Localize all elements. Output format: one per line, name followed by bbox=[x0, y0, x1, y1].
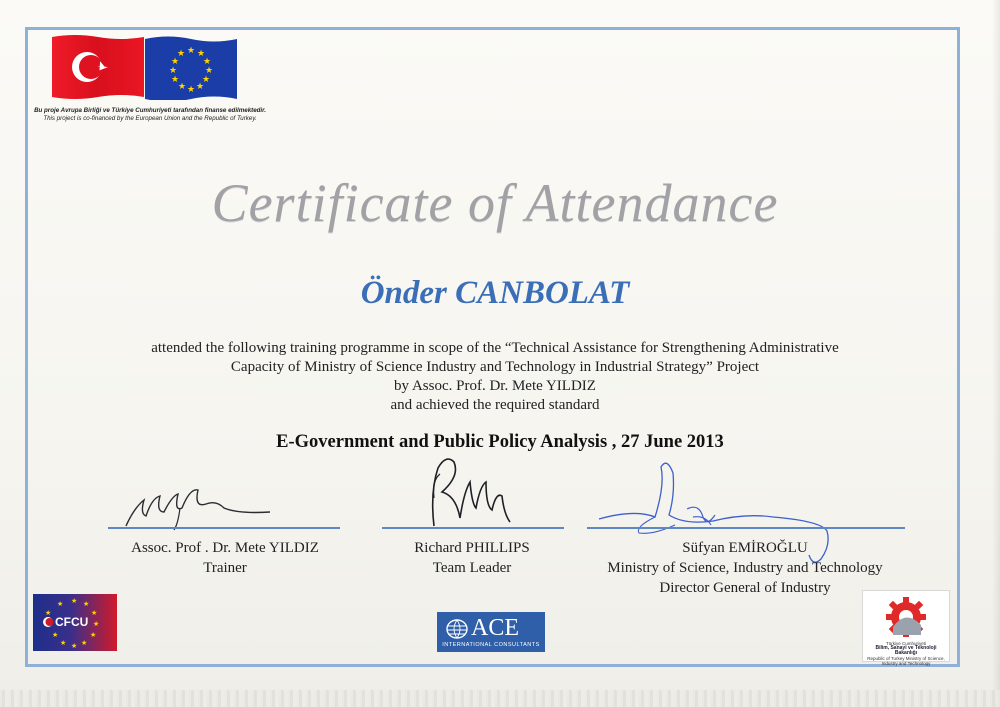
signature-line-trainer bbox=[108, 527, 340, 529]
svg-text:★: ★ bbox=[71, 642, 78, 650]
svg-text:★: ★ bbox=[205, 66, 214, 76]
cofinancing-note-en: This project is co-financed by the European Union and the Republic of Turkey. bbox=[43, 114, 257, 122]
body-line: and achieved the required standard bbox=[390, 397, 600, 413]
svg-text:★: ★ bbox=[169, 66, 178, 76]
svg-text:★: ★ bbox=[171, 57, 180, 67]
signature-team-leader bbox=[420, 452, 520, 532]
svg-text:★: ★ bbox=[178, 82, 187, 92]
funding-flags bbox=[52, 33, 237, 105]
svg-text:★: ★ bbox=[90, 631, 97, 639]
ministry-logo bbox=[862, 590, 950, 666]
signatory-trainer bbox=[95, 538, 355, 578]
gear-icon bbox=[879, 595, 933, 639]
signatory-director bbox=[575, 538, 915, 598]
svg-text:★: ★ bbox=[187, 85, 196, 95]
svg-text:★: ★ bbox=[203, 57, 212, 67]
certificate-body bbox=[90, 339, 900, 415]
svg-text:★: ★ bbox=[57, 600, 64, 608]
signature-line-team-leader bbox=[382, 527, 564, 529]
scan-edge bbox=[0, 690, 1000, 707]
course-title: E-Government and Public Policy Analysis , 27 June 2013 bbox=[276, 432, 724, 452]
svg-text:★: ★ bbox=[177, 49, 186, 59]
cfcu-logo bbox=[33, 594, 117, 651]
svg-text:★: ★ bbox=[187, 46, 196, 56]
scan-shadow bbox=[992, 0, 1000, 707]
certificate-title: Certificate of Attendance bbox=[211, 173, 779, 233]
svg-text:★: ★ bbox=[71, 597, 78, 605]
svg-text:★: ★ bbox=[83, 600, 90, 608]
body-line: attended the following training programme in scope of the “Technical Assistance for Strengthening Administrative bbox=[151, 340, 839, 356]
svg-text:★: ★ bbox=[202, 75, 211, 85]
signatory-role-2: Director General of Industry bbox=[659, 580, 831, 596]
cfcu-label: CFCU bbox=[55, 615, 89, 629]
globe-icon bbox=[445, 618, 469, 640]
svg-text:★: ★ bbox=[81, 639, 88, 647]
svg-text:★: ★ bbox=[60, 639, 67, 647]
signatory-name: Süfyan EMİROĞLU bbox=[682, 540, 808, 556]
signatory-name: Assoc. Prof . Dr. Mete YILDIZ bbox=[131, 540, 319, 556]
svg-text:★: ★ bbox=[52, 631, 59, 639]
svg-text:★: ★ bbox=[197, 49, 206, 59]
svg-text:★: ★ bbox=[93, 620, 100, 628]
signatory-role: Trainer bbox=[203, 560, 247, 576]
svg-text:★: ★ bbox=[45, 609, 52, 617]
ministry-caption bbox=[865, 641, 947, 666]
ace-wordmark: ACE bbox=[471, 615, 519, 641]
body-line: by Assoc. Prof. Dr. Mete YILDIZ bbox=[394, 378, 596, 394]
signature-line-director bbox=[587, 527, 905, 529]
ministry-line2: Bilim, Sanayi ve Teknoloji Bakanlığı bbox=[875, 645, 937, 656]
signature-trainer bbox=[120, 478, 280, 533]
eu-flag-icon bbox=[145, 33, 237, 100]
svg-text:★: ★ bbox=[171, 75, 180, 85]
svg-text:★: ★ bbox=[196, 82, 205, 92]
ace-subtitle: INTERNATIONAL CONSULTANTS bbox=[442, 642, 540, 648]
signatory-role: Ministry of Science, Industry and Technology bbox=[607, 560, 883, 576]
signatory-name: Richard PHILLIPS bbox=[414, 540, 530, 556]
signatory-team-leader bbox=[372, 538, 572, 578]
recipient-name: Önder CANBOLAT bbox=[360, 275, 630, 311]
ace-logo bbox=[437, 612, 545, 652]
cofinancing-note bbox=[30, 107, 270, 122]
body-line: Capacity of Ministry of Science Industry and Technology in Industrial Strategy” Project bbox=[230, 359, 760, 375]
signatory-role: Team Leader bbox=[432, 560, 512, 576]
turkish-flag-icon bbox=[52, 33, 144, 100]
cofinancing-note-tr: Bu proje Avrupa Birliği ve Türkiye Cumhuriyeti tarafından finanse edilmektedir. bbox=[34, 107, 266, 114]
svg-text:★: ★ bbox=[91, 609, 98, 617]
ministry-line3: Republic of Turkey Ministry of Science, Industry and Technology bbox=[867, 656, 945, 666]
ministry-line1: Türkiye Cumhuriyeti bbox=[885, 641, 926, 646]
